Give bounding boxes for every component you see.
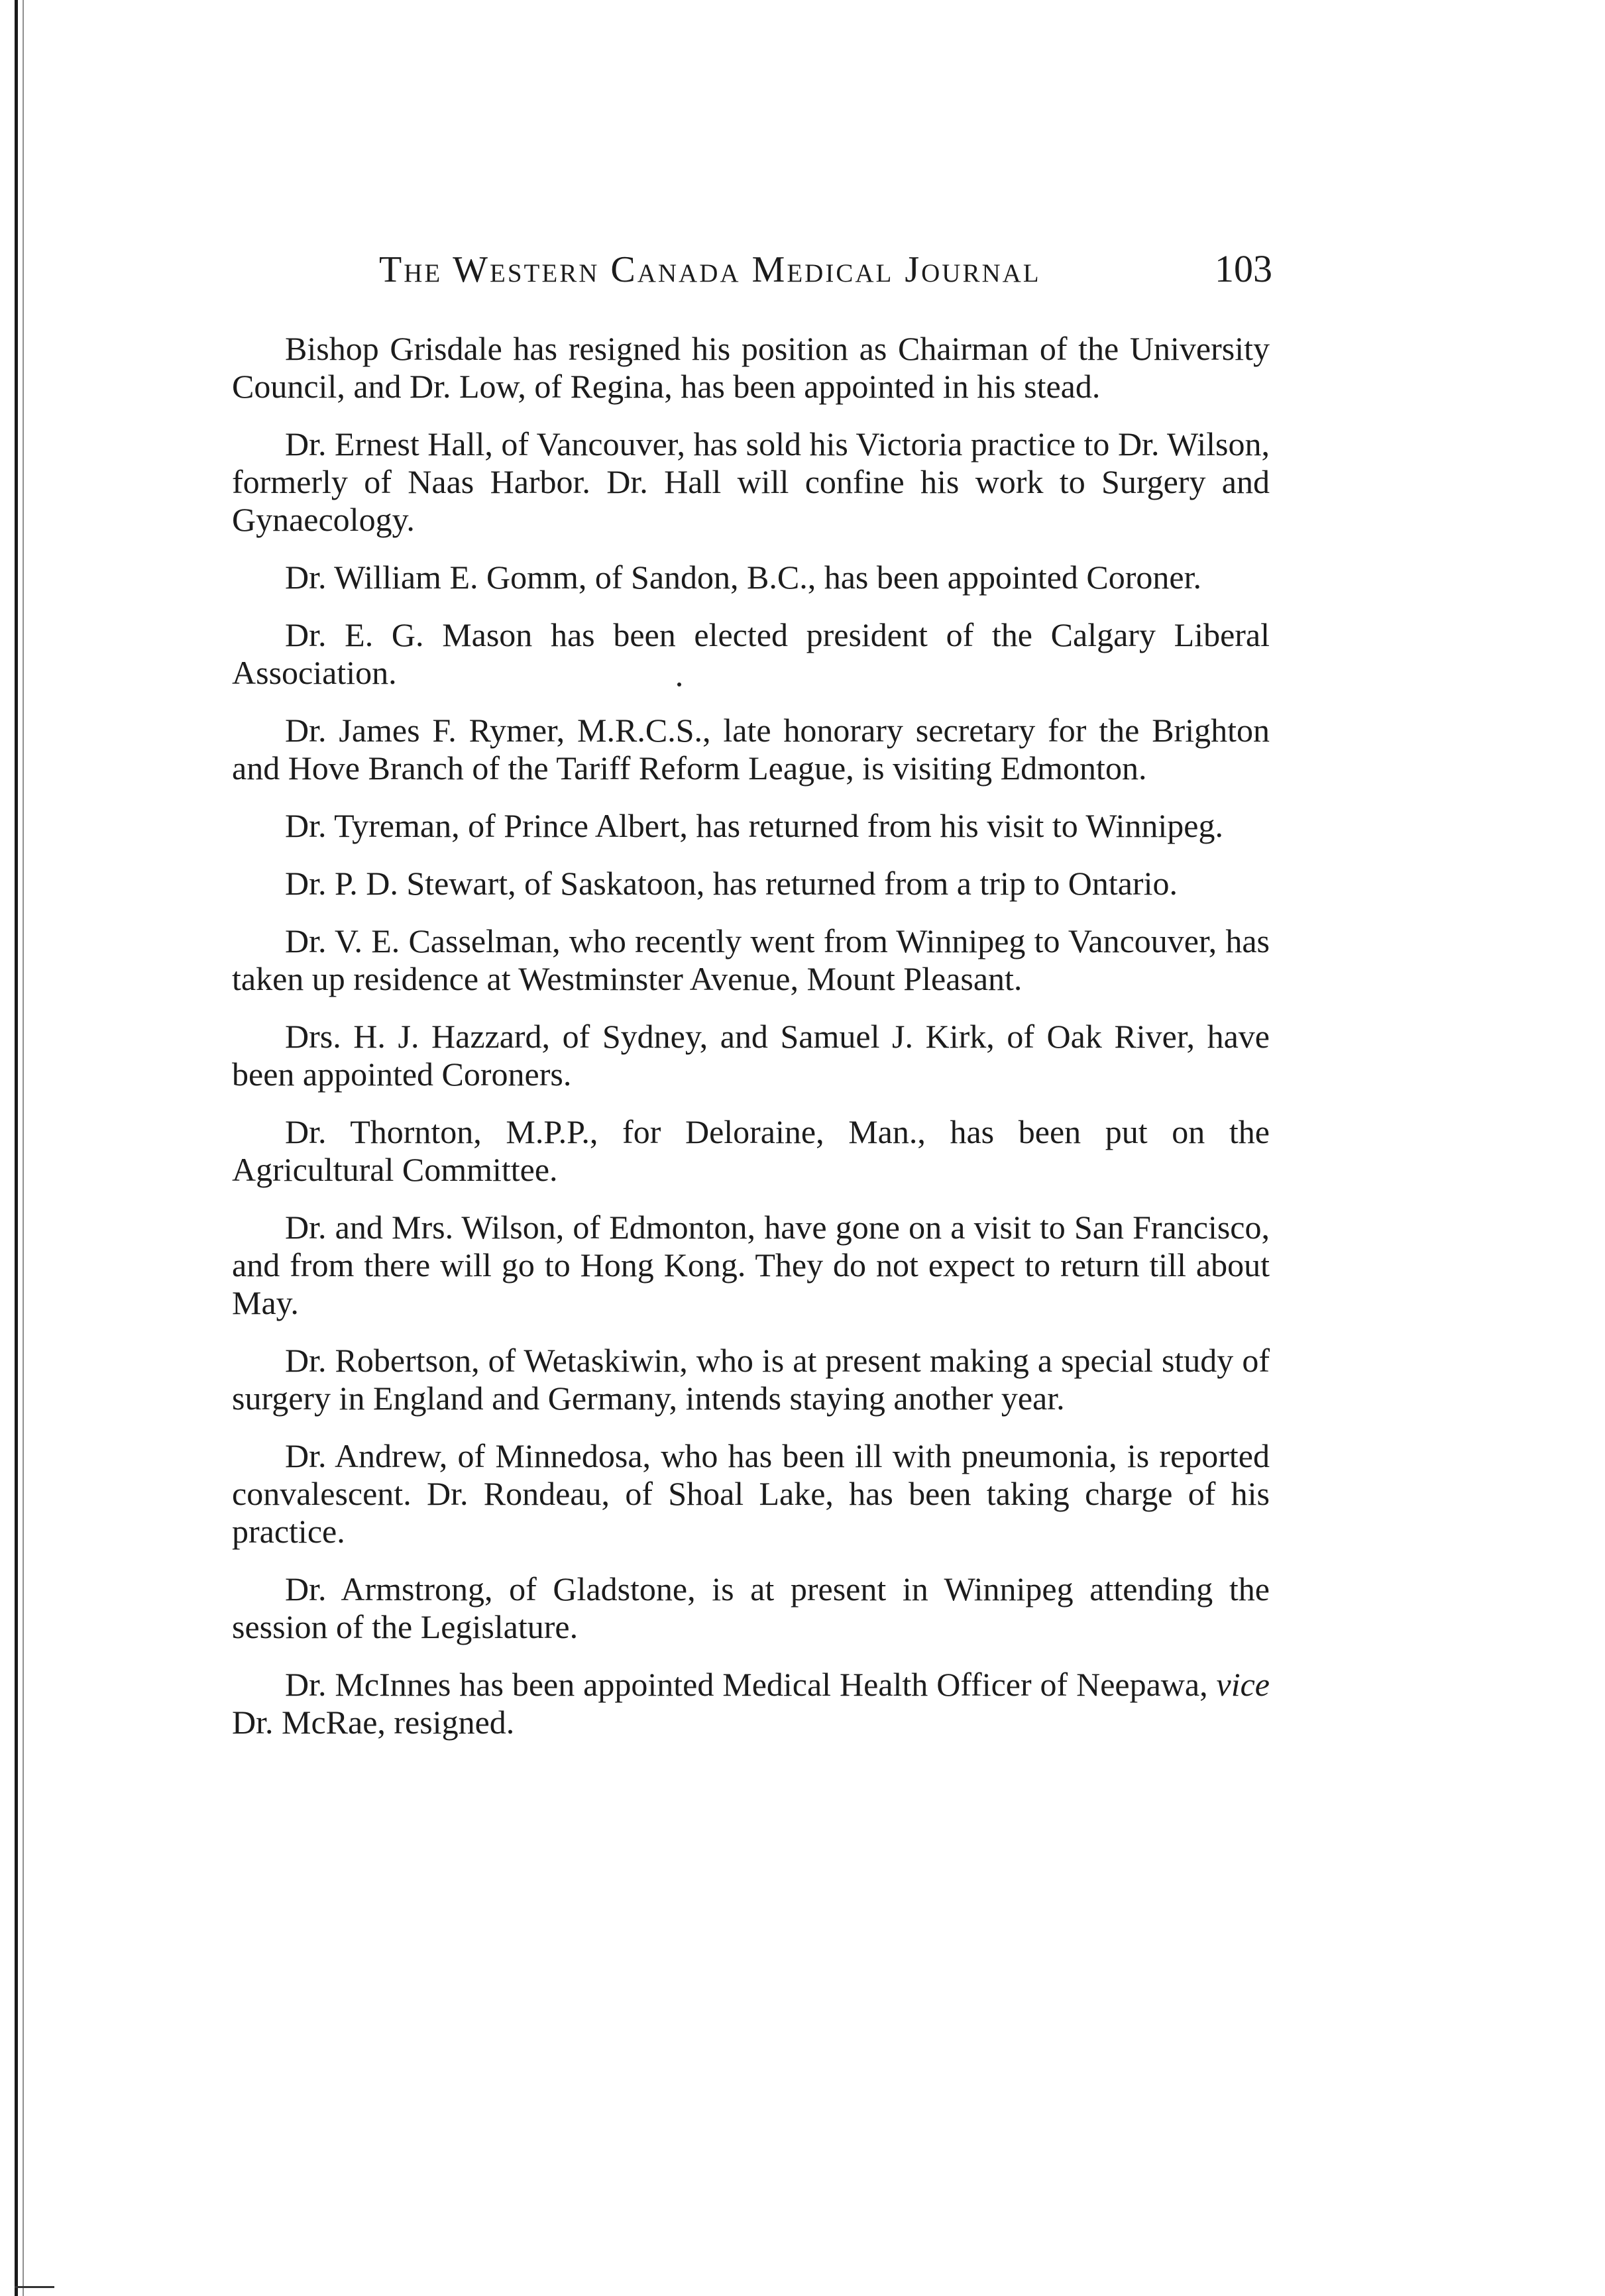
paragraph-mcinnes-start: Dr. McInnes has been appointed Medical Health Officer of Neepawa, [285, 1666, 1217, 1703]
paragraph-grisdale: Bishop Grisdale has resigned his position as Chairman of the University Council, and Dr. Low, of Regina, has been appointed in his stead. [232, 330, 1270, 405]
paragraph-thornton: Dr. Thornton, M.P.P., for Deloraine, Man., has been put on the Agricultural Committee. [232, 1113, 1270, 1188]
paragraph-mason: Dr. E. G. Mason has been elected president of the Calgary Liberal Association. [232, 616, 1270, 691]
paragraph-andrew: Dr. Andrew, of Minnedosa, who has been ill with pneumonia, is reported convalescent. Dr. Rondeau, of Shoal Lake, has been taking charge of his practice. [232, 1437, 1270, 1550]
stray-ink-dot [677, 683, 681, 686]
paragraph-mcinnes [232, 1666, 1270, 1741]
binding-edge-foot [15, 2286, 54, 2288]
paragraph-gomm: Dr. William E. Gomm, of Sandon, B.C., has been appointed Coroner. [285, 559, 1202, 596]
paragraph-robertson: Dr. Robertson, of Wetaskiwin, who is at present making a special study of surgery in England and Germany, intends staying another year. [232, 1342, 1270, 1417]
binding-edge-shadow [23, 0, 24, 2296]
paragraph-rymer: Dr. James F. Rymer, M.R.C.S., late honorary secretary for the Brighton and Hove Branch of the Tariff Reform League, is visiting Edmonton. [232, 712, 1270, 787]
paragraph-hazzard-kirk: Drs. H. J. Hazzard, of Sydney, and Samuel J. Kirk, of Oak River, have been appointed Coroners. [232, 1018, 1270, 1093]
news-items [232, 330, 1270, 1761]
paragraph-casselman: Dr. V. E. Casselman, who recently went from Winnipeg to Vancouver, has taken up residence at Westminster Avenue, Mount Pleasant. [232, 922, 1270, 997]
paragraph-armstrong: Dr. Armstrong, of Gladstone, is at present in Winnipeg attending the session of the Legislature. [232, 1570, 1270, 1645]
paragraph-wilson: Dr. and Mrs. Wilson, of Edmonton, have gone on a visit to San Francisco, and from there will go to Hong Kong. They do not expect to return till about May. [232, 1209, 1270, 1321]
binding-edge-line [15, 0, 18, 2296]
running-head [379, 246, 1272, 291]
paragraph-stewart: Dr. P. D. Stewart, of Saskatoon, has returned from a trip to Ontario. [285, 865, 1178, 902]
paragraph-mcinnes-end: Dr. McRae, resigned. [232, 1704, 515, 1741]
page-number: 103 [1215, 247, 1272, 290]
paragraph-tyreman: Dr. Tyreman, of Prince Albert, has returned from his visit to Winnipeg. [285, 807, 1223, 844]
paragraph-mcinnes-italic: vice [1216, 1666, 1270, 1703]
journal-title: The Western Canada Medical Journal [379, 249, 1041, 290]
paragraph-hall: Dr. Ernest Hall, of Vancouver, has sold his Victoria practice to Dr. Wilson, formerly of Naas Harbor. Dr. Hall will confine his work to Surgery and Gynaecology. [232, 425, 1270, 538]
